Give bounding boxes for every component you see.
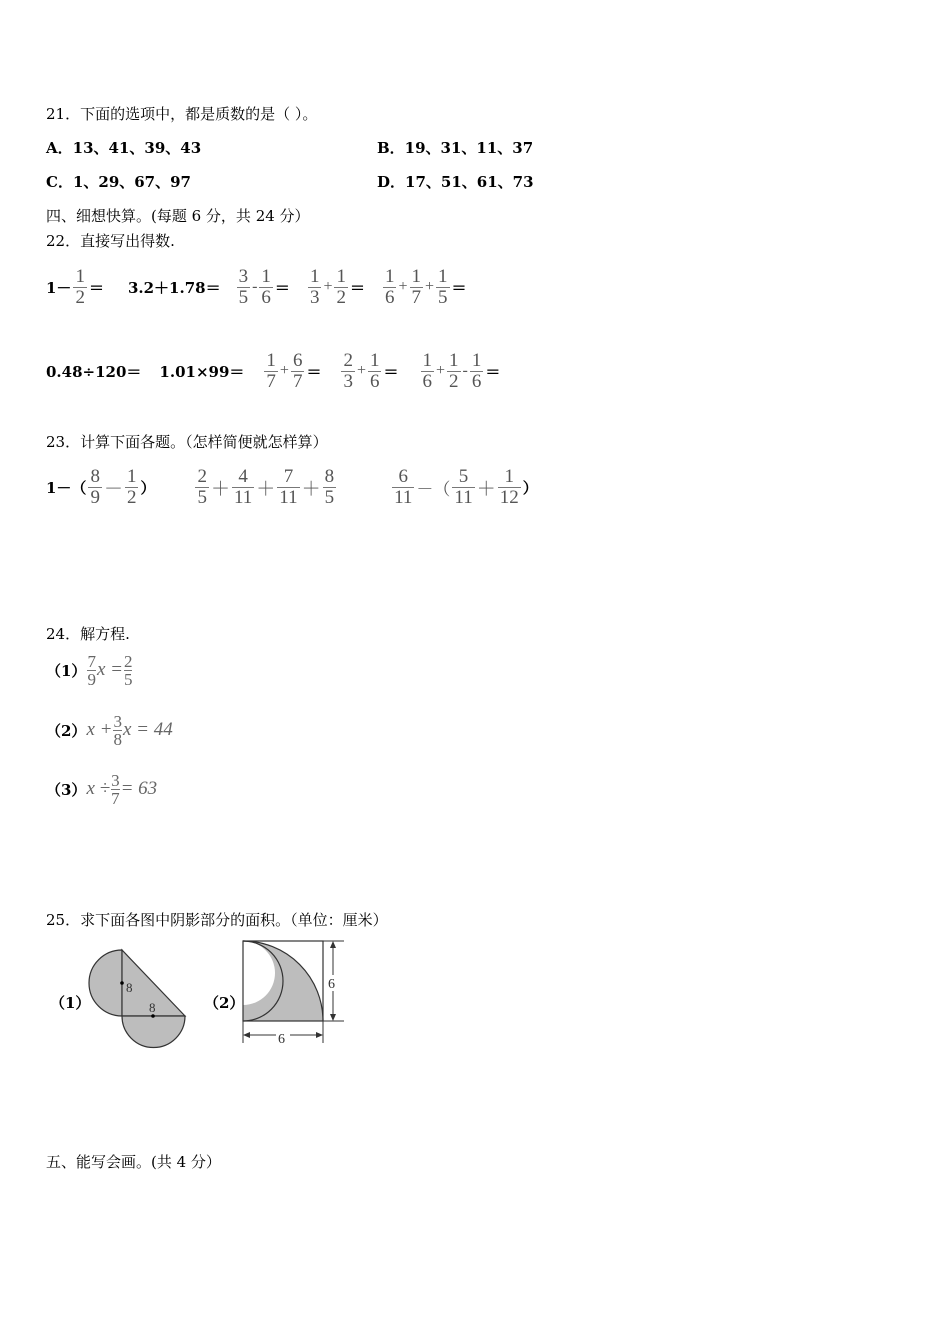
fraction [87,653,96,688]
equals: ＝ [349,278,365,297]
denominator: 3 [309,286,320,308]
numerator: 7 [283,465,294,487]
fig1-bottom-semicircle [122,1016,185,1048]
denominator: 11 [394,486,413,508]
denominator: 6 [369,370,380,392]
fraction [368,351,382,392]
denominator: 5 [238,286,249,308]
denominator: 6 [422,370,432,392]
equals: ＝ [383,362,399,381]
fraction [341,351,355,392]
q22-row2 [46,346,500,396]
q22-r2-e4 [339,351,398,392]
denominator: 2 [126,486,137,508]
fig1-dim-horizontal: 8 [149,1000,156,1015]
fraction [88,467,102,508]
denominator: 3 [343,370,353,392]
q21-title: 21．下面的选项中，都是质数的是（ ）。 [46,105,318,123]
numerator: 1 [449,349,459,371]
operator: - [252,278,258,295]
denominator: 9 [87,669,96,689]
operator: + [323,278,333,295]
numerator: 7 [87,651,96,671]
numerator: 6 [292,349,303,371]
numerator: 8 [324,465,335,487]
label: （2） [46,721,87,740]
numerator: 8 [90,465,100,487]
equation-text: x = 44 [122,719,173,740]
denominator: 7 [111,788,120,808]
equals: ＝ [306,362,322,381]
denominator: 6 [261,286,271,308]
numerator: 1 [126,465,137,487]
denominator: 7 [292,370,303,392]
denominator: 5 [123,669,133,689]
numerator: 1 [261,265,271,287]
numerator: 1 [309,265,320,287]
denominator: 7 [411,286,422,308]
fraction [291,351,305,392]
numerator: 4 [238,465,248,487]
arrow-left-icon [243,1032,250,1038]
q21-option-b: B．19、31、11、37 [377,139,534,157]
fraction [334,267,348,308]
q23-e1 [46,467,155,508]
equation-text: = 63 [120,778,158,799]
fig1-left-semicircle [89,950,122,1016]
equals: ＝ [451,278,467,297]
q22-r2-e5 [419,351,501,392]
q25-fig2-label: （2） [204,994,245,1012]
fig1-dim-vertical: 8 [126,980,133,995]
fraction [383,267,397,308]
fraction [111,772,120,807]
q24-eq2 [46,710,173,750]
q25-figure-2 [238,937,348,1049]
fraction [392,467,414,508]
q22-r2-e2: 1.01×99＝ [159,362,245,381]
operator: - [462,362,468,379]
equation-text: x + [86,719,113,740]
fraction [195,467,209,508]
denominator: 6 [471,370,482,392]
numerator: 2 [123,651,133,671]
denominator: 5 [197,486,207,508]
section4-heading: 四、细想快算。(每题 6 分，共 24 分） [46,207,310,225]
q24-eq1 [46,650,133,690]
close-paren: ） [522,478,538,497]
operator: －（ [416,479,451,499]
numerator: 3 [111,770,120,790]
q25-figure-1 [84,945,190,1049]
equals: ＝ [485,362,501,381]
label: （1） [46,661,87,680]
q22-r1-e1-equals: ＝ [88,278,104,297]
fraction [323,467,337,508]
q25-title: 25．求下面各图中阴影部分的面积。（单位：厘米） [46,911,388,929]
fraction [259,267,273,308]
numerator: 1 [266,349,276,371]
q23-e2 [193,467,338,508]
fraction [113,713,122,748]
operator: ＋ [210,478,230,500]
denominator: 2 [75,286,85,308]
denominator: 7 [266,370,276,392]
denominator: 12 [499,486,519,508]
numerator: 1 [411,265,422,287]
numerator: 1 [336,265,346,287]
prefix: 1－（ [46,478,87,497]
q23-row [46,462,538,512]
numerator: 3 [113,711,122,731]
denominator: 8 [113,729,122,749]
equals: ＝ [274,278,290,297]
fraction [470,351,484,392]
numerator: 3 [238,265,249,287]
label: （3） [46,780,87,799]
fig2-dim-height: 6 [328,977,335,992]
arrow-right-icon [316,1032,323,1038]
operator: ＋ [476,478,496,500]
denominator: 2 [449,370,459,392]
q22-r1-e5 [381,267,467,308]
q21-option-d: D．17、51、61、73 [377,173,534,191]
denominator: 2 [336,286,346,308]
denominator: 6 [384,286,395,308]
fraction [264,351,278,392]
numerator: 1 [369,349,380,371]
operator: + [356,362,366,379]
numerator: 5 [458,465,469,487]
q22-r1-e3 [235,267,290,308]
q22-r1-e1-prefix: 1－ [46,278,72,297]
q24-eq3 [46,769,157,809]
q22-r1-e1-fraction [73,267,87,308]
fraction [277,467,299,508]
numerator: 1 [384,265,395,287]
q23-e3 [390,467,538,508]
fraction [232,467,254,508]
operator: + [436,362,446,379]
q24-title: 24．解方程. [46,625,130,643]
fraction [498,467,521,508]
fig1-center-dot [120,981,124,985]
equation-text: x ÷ [86,778,111,799]
operator: + [425,278,435,295]
q21-option-c: C．1、29、67、97 [46,173,191,191]
numerator: 6 [398,465,408,487]
fraction [421,351,435,392]
close-paren: ） [140,478,156,497]
q22-row1 [46,262,467,312]
numerator: 1 [504,465,514,487]
fraction [237,267,251,308]
fraction [436,267,450,308]
q23-title: 23．计算下面各题。（怎样简便就怎样算） [46,433,328,451]
denominator: 11 [454,486,473,508]
fraction [447,351,461,392]
fraction [125,467,139,508]
fraction [308,267,322,308]
operator: + [279,362,289,379]
numerator: 1 [471,349,482,371]
denominator: 11 [279,486,298,508]
numerator: 2 [197,465,207,487]
numerator: 2 [343,349,353,371]
fraction [410,267,424,308]
operator: － [103,478,123,500]
fraction [452,467,474,508]
numerator: 1 [422,349,432,371]
denominator: 5 [438,286,448,308]
numerator: 1 [75,265,85,287]
q22-title: 22．直接写出得数. [46,232,175,250]
equation-text: x = [96,659,123,680]
q22-r1-e4 [306,267,365,308]
fraction [124,653,133,688]
denominator: 5 [324,486,335,508]
denominator: 9 [90,486,100,508]
operator: + [398,278,408,295]
q22-r1-e2: 3.2＋1.78＝ [127,278,221,297]
q21-option-a: A．13、41、39、43 [46,139,202,157]
numerator: 1 [438,265,448,287]
q25-fig1-label: （1） [50,994,91,1012]
arrow-down-icon [330,1014,336,1021]
operator: ＋ [256,478,276,500]
denominator: 11 [233,486,253,508]
section5-heading: 五、能写会画。(共 4 分） [46,1153,221,1171]
fig2-dim-width: 6 [278,1032,285,1047]
q22-r2-e1: 0.48÷120＝ [46,362,142,381]
arrow-up-icon [330,941,336,948]
operator: ＋ [301,478,321,500]
q22-r2-e3 [262,351,321,392]
